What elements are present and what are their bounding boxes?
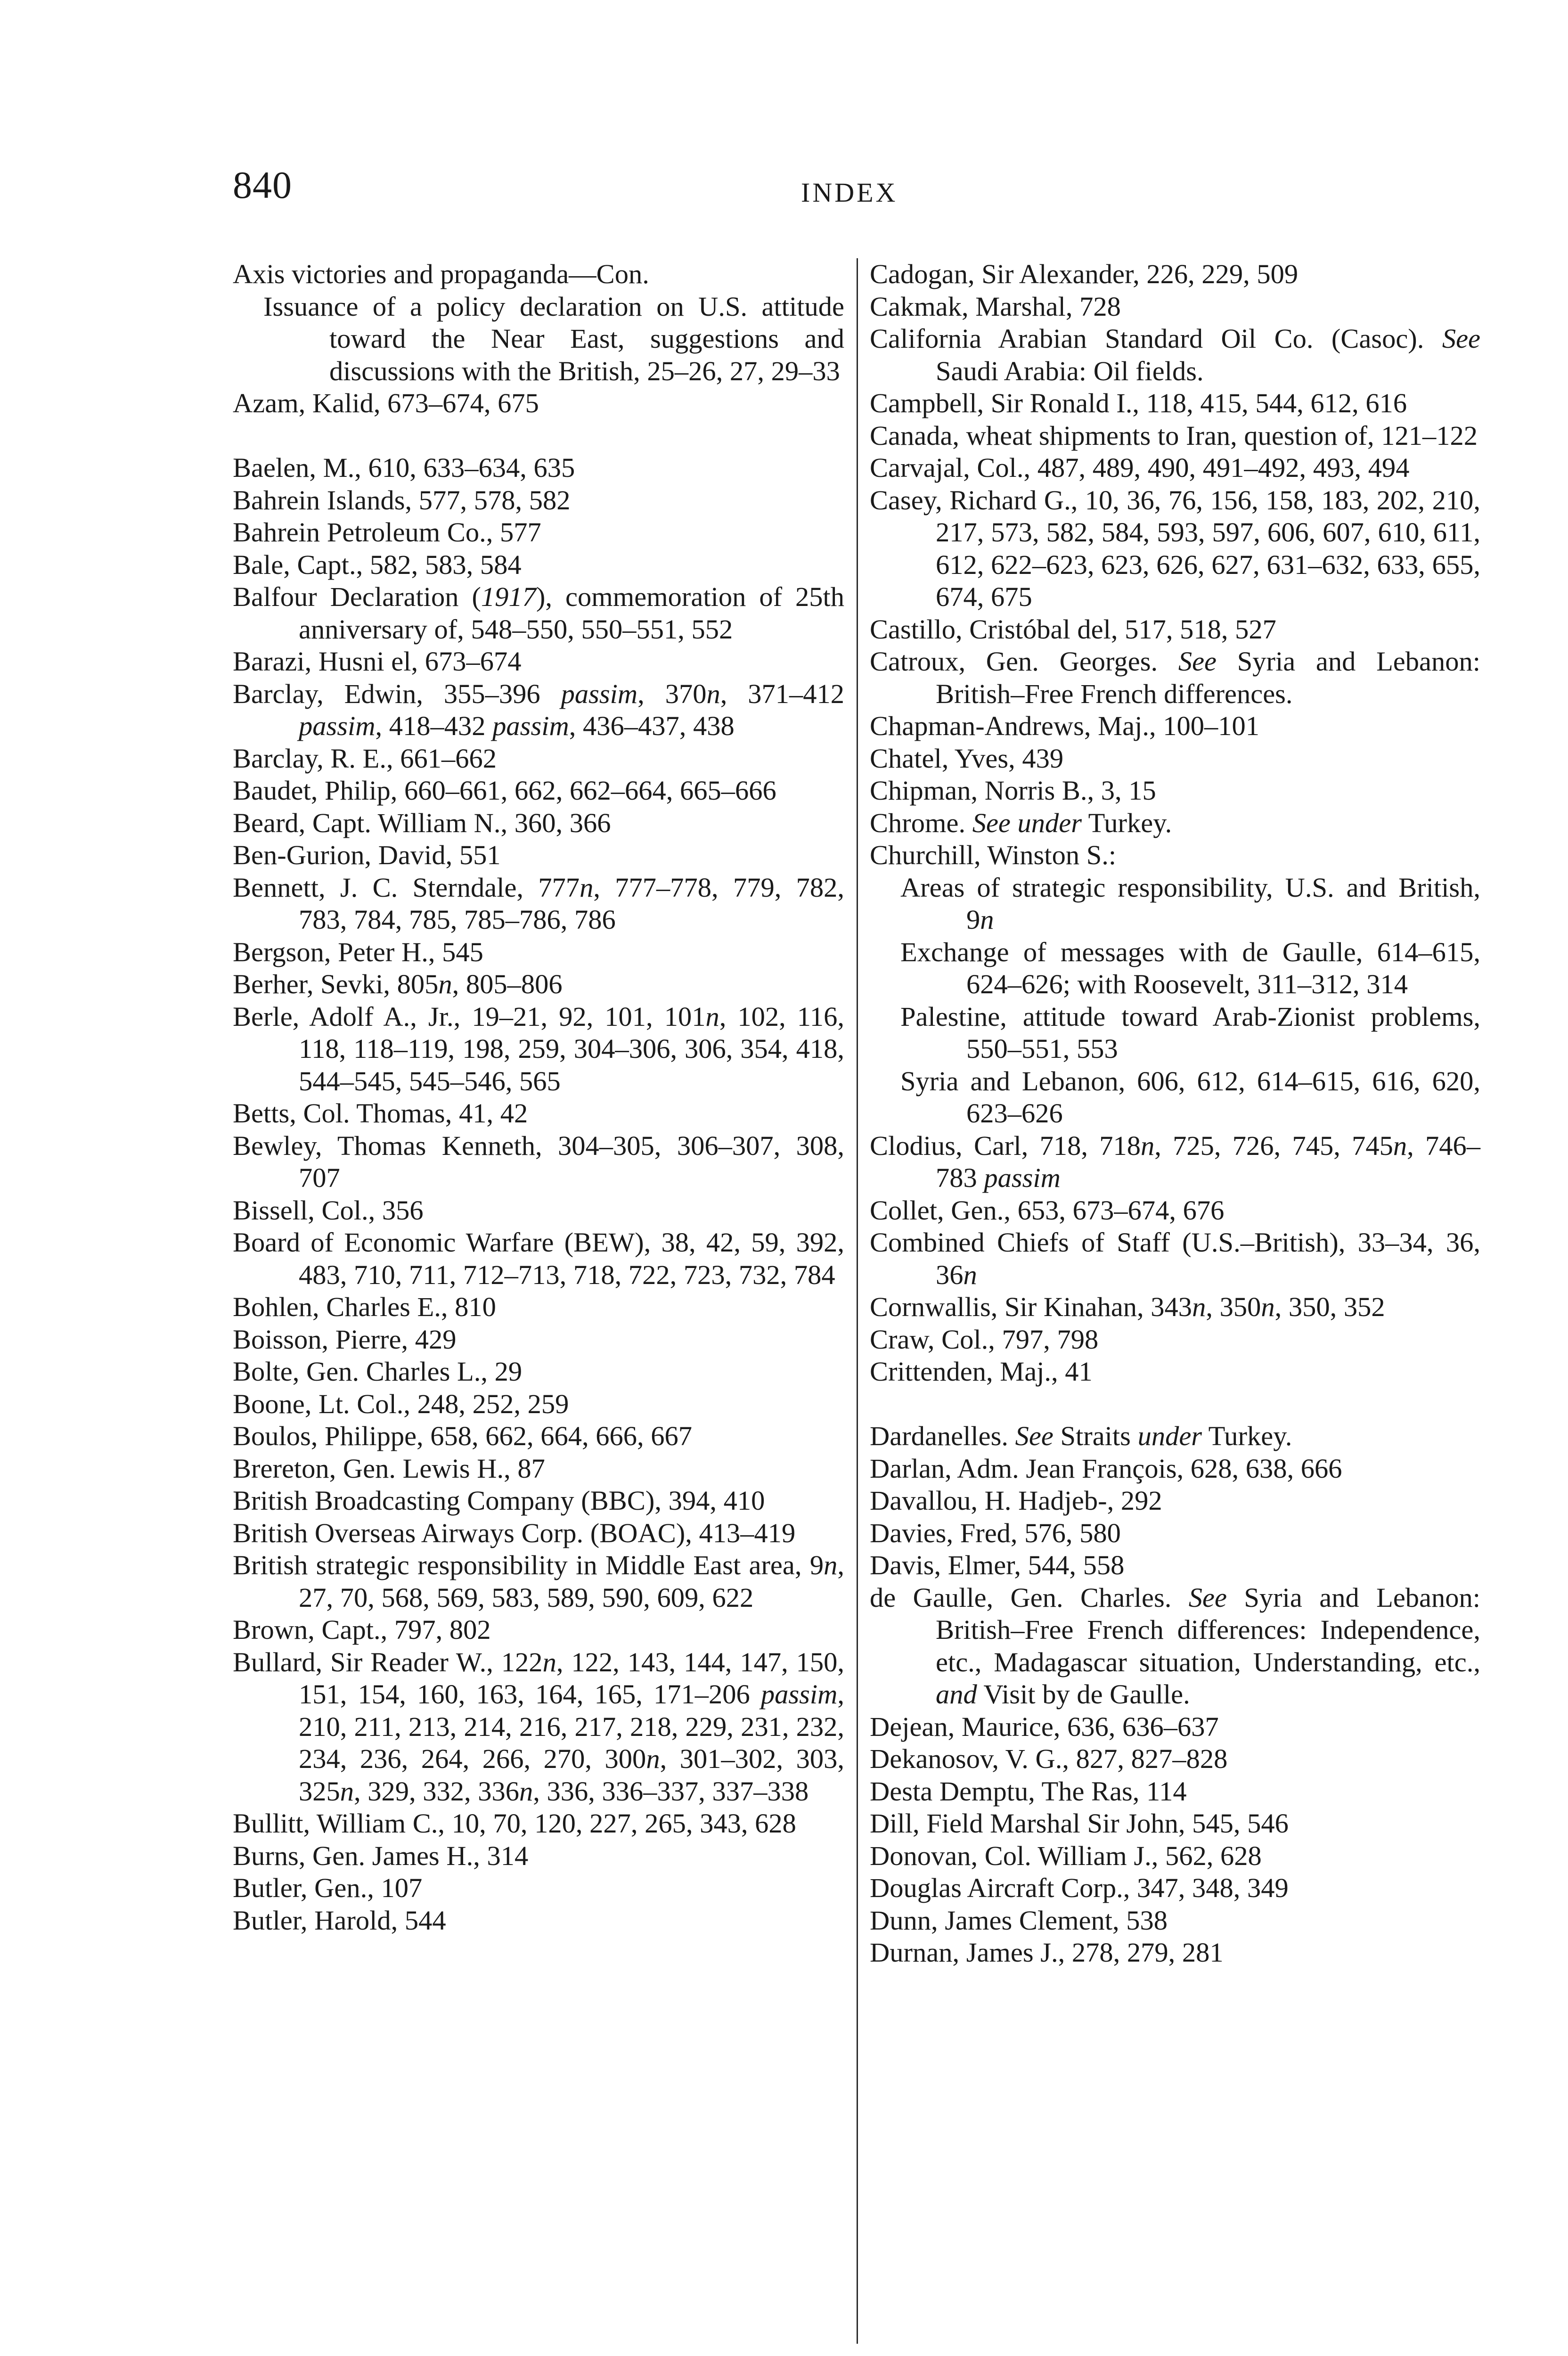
index-entry: Boone, Lt. Col., 248, 252, 259 [233,1388,569,1419]
page-number: 840 [233,164,292,206]
index-entry: Berle, Adolf A., Jr., 19–21, 92, 101, 101n, 102, 116, 118, 118–119, 198, 259, 304–306, 306, 354, 418, 544–545, 545–546, 565 [233,1001,844,1096]
index-entry: Betts, Col. Thomas, 41, 42 [233,1098,528,1129]
index-subentry: Palestine, attitude toward Arab-Zionist problems, 550–551, 553 [900,1001,1480,1064]
index-entry: Catroux, Gen. Georges. See Syria and Lebanon: British–Free French differences. [870,646,1480,709]
index-entry: Butler, Harold, 544 [233,1905,446,1936]
section-gap [870,1388,1480,1421]
index-entry: Castillo, Cristóbal del, 517, 518, 527 [870,614,1276,645]
index-entry: Burns, Gen. James H., 314 [233,1840,529,1871]
index-entry: Chrome. See under Turkey. [870,807,1172,838]
index-entry: Axis victories and propaganda—Con. [233,259,649,289]
index-entry: Bissell, Col., 356 [233,1194,424,1226]
index-entry: Dill, Field Marshal Sir John, 545, 546 [870,1808,1289,1839]
index-entry: Berher, Sevki, 805n, 805–806 [233,969,563,999]
index-entry: Chatel, Yves, 439 [870,743,1064,774]
index-entry: Campbell, Sir Ronald I., 118, 415, 544, 612, 616 [870,388,1407,418]
index-entry: Bohlen, Charles E., 810 [233,1292,496,1322]
index-entry: Cakmak, Marshal, 728 [870,291,1121,322]
index-entry: Baudet, Philip, 660–661, 662, 662–664, 665–666 [233,775,776,806]
index-entry: Brown, Capt., 797, 802 [233,1614,491,1645]
index-entry: Dekanosov, V. G., 827, 827–828 [870,1743,1228,1774]
index-entry: Douglas Aircraft Corp., 347, 348, 349 [870,1873,1289,1903]
index-entry: Bullard, Sir Reader W., 122n, 122, 143, 144, 147, 150, 151, 154, 160, 163, 164, 165, 171–206 passim, 210, 211, 213, 214, 216, 217, 218, 229, 231, 232, 234, 236, 264, 266, 270, 300n, 301–302, 303, 325n, 329, 332, 336n, 336, 336–337, 337–338 [233,1646,845,1807]
section-gap [233,420,844,452]
index-entry: Dunn, James Clement, 538 [870,1905,1168,1936]
index-entry: Bewley, Thomas Kenneth, 304–305, 306–307, 308, 707 [233,1130,844,1193]
index-entry: Ben-Gurion, David, 551 [233,840,501,870]
index-entry: Bennett, J. C. Sterndale, 777n, 777–778, 779, 782, 783, 784, 785, 785–786, 786 [233,872,844,935]
index-entry: Board of Economic Warfare (BEW), 38, 42, 59, 392, 483, 710, 711, 712–713, 718, 722, 723, 732, 784 [233,1227,844,1290]
index-entry: Bahrein Islands, 577, 578, 582 [233,484,571,515]
index-column-right [870,258,1480,1969]
index-entry: British Overseas Airways Corp. (BOAC), 413–419 [233,1517,796,1548]
index-entry: Crittenden, Maj., 41 [870,1356,1093,1387]
index-entry: California Arabian Standard Oil Co. (Casoc). See Saudi Arabia: Oil fields. [870,323,1480,386]
index-entry: Davies, Fred, 576, 580 [870,1517,1121,1548]
index-subentry: Issuance of a policy declaration on U.S. attitude toward the Near East, suggestions and discussions with the British, 25–26, 27, 29–33 [263,291,844,386]
column-divider [857,258,858,2344]
index-entry: Balfour Declaration (1917), commemoration of 25th anniversary of, 548–550, 550–551, 552 [233,581,844,645]
index-entry: Boisson, Pierre, 429 [233,1324,457,1355]
index-subentry: Syria and Lebanon, 606, 612, 614–615, 616, 620, 623–626 [900,1065,1480,1129]
index-entry: Bullitt, William C., 10, 70, 120, 227, 265, 343, 628 [233,1808,796,1839]
index-entry: Cornwallis, Sir Kinahan, 343n, 350n, 350, 352 [870,1292,1385,1322]
index-entry: Casey, Richard G., 10, 36, 76, 156, 158, 183, 202, 210, 217, 573, 582, 584, 593, 597, 606, 607, 610, 611, 612, 622–623, 623, 626, 627, 631–632, 633, 655, 674, 675 [870,484,1480,612]
index-subentry: Areas of strategic responsibility, U.S. and British, 9n [900,872,1480,935]
index-entry: Chapman-Andrews, Maj., 100–101 [870,711,1259,741]
index-entry: Bolte, Gen. Charles L., 29 [233,1356,523,1387]
index-entry: Chipman, Norris B., 3, 15 [870,775,1156,806]
index-entry: Barazi, Husni el, 673–674 [233,646,522,677]
index-entry: de Gaulle, Gen. Charles. See Syria and Lebanon: British–Free French differences: Independence, etc., Madagascar situation, Understanding, etc., and Visit by de Gaulle. [870,1582,1480,1710]
index-entry: Azam, Kalid, 673–674, 675 [233,388,539,418]
index-entry: Davallou, H. Hadjeb-, 292 [870,1485,1162,1516]
index-entry: Barclay, Edwin, 355–396 passim, 370n, 371–412 passim, 418–432 passim, 436–437, 438 [233,678,844,741]
index-entry: Canada, wheat shipments to Iran, question of, 121–122 [870,420,1478,451]
index-entry: Bahrein Petroleum Co., 577 [233,517,541,548]
index-entry: British strategic responsibility in Middle East area, 9n, 27, 70, 568, 569, 583, 589, 590, 609, 622 [233,1550,844,1613]
index-entry: Cadogan, Sir Alexander, 226, 229, 509 [870,259,1298,289]
index-entry: Dardanelles. See Straits under Turkey. [870,1421,1292,1451]
index-entry: Donovan, Col. William J., 562, 628 [870,1840,1262,1871]
index-entry: Carvajal, Col., 487, 489, 490, 491–492, 493, 494 [870,452,1410,483]
index-entry: British Broadcasting Company (BBC), 394, 410 [233,1485,765,1516]
index-entry: Desta Demptu, The Ras, 114 [870,1775,1187,1807]
index-entry: Beard, Capt. William N., 360, 366 [233,807,611,838]
index-entry: Butler, Gen., 107 [233,1873,423,1903]
index-entry: Collet, Gen., 653, 673–674, 676 [870,1194,1225,1226]
index-entry: Baelen, M., 610, 633–634, 635 [233,452,575,483]
index-entry: Dejean, Maurice, 636, 636–637 [870,1711,1219,1742]
index-entry: Davis, Elmer, 544, 558 [870,1550,1125,1580]
index-entry: Craw, Col., 797, 798 [870,1324,1099,1355]
index-entry: Bale, Capt., 582, 583, 584 [233,549,522,580]
index-entry: Darlan, Adm. Jean François, 628, 638, 666 [870,1453,1342,1484]
index-entry: Brereton, Gen. Lewis H., 87 [233,1453,545,1484]
index-entry: Churchill, Winston S.: [870,840,1117,870]
index-entry: Boulos, Philippe, 658, 662, 664, 666, 667 [233,1421,693,1451]
index-column-left [233,258,844,1937]
index-entry: Clodius, Carl, 718, 718n, 725, 726, 745, 745n, 746–783 passim [870,1130,1481,1193]
index-entry: Durnan, James J., 278, 279, 281 [870,1937,1224,1968]
index-entry: Combined Chiefs of Staff (U.S.–British), 33–34, 36, 36n [870,1227,1480,1290]
index-entry: Barclay, R. E., 661–662 [233,743,497,774]
index-entry: Bergson, Peter H., 545 [233,936,483,967]
running-head: INDEX [801,177,898,208]
index-subentry: Exchange of messages with de Gaulle, 614–615, 624–626; with Roosevelt, 311–312, 314 [900,936,1480,999]
